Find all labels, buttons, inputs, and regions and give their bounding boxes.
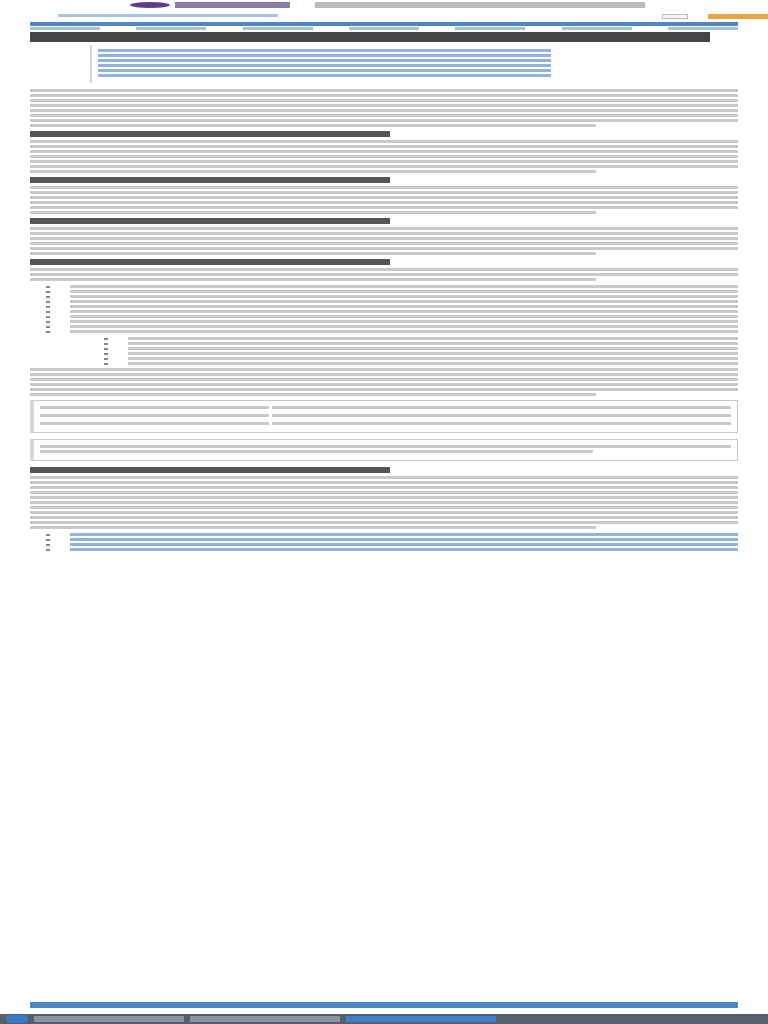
paragraph-line <box>30 227 738 230</box>
paragraph-line <box>30 201 738 204</box>
table-cell <box>272 422 731 425</box>
nested-list <box>104 337 738 365</box>
paragraph-line <box>30 145 738 148</box>
closing-list <box>46 533 738 551</box>
bullet-icon <box>46 326 50 328</box>
list-item-text <box>70 300 738 303</box>
paragraph-line <box>30 511 738 514</box>
bullet-icon <box>104 358 108 360</box>
contents-link[interactable] <box>98 69 551 72</box>
paragraph-line <box>30 378 738 381</box>
list-item-text <box>128 347 738 350</box>
section-paragraph <box>30 268 738 281</box>
paragraph-line <box>30 496 738 499</box>
list-item <box>46 290 738 293</box>
contents-link[interactable] <box>98 74 551 77</box>
paragraph-line <box>30 247 738 250</box>
table-cell <box>40 422 269 425</box>
paragraph-line <box>30 104 738 107</box>
contents-link[interactable] <box>98 64 551 67</box>
paragraph-line <box>30 191 738 194</box>
search-input[interactable] <box>662 14 688 19</box>
list-item <box>104 337 738 340</box>
bullet-icon <box>46 311 50 313</box>
section-heading <box>30 467 390 473</box>
bullet-icon <box>46 306 50 308</box>
bullet-icon <box>104 338 108 340</box>
list-item <box>104 357 738 360</box>
list-item <box>104 347 738 350</box>
list-item <box>46 310 738 313</box>
paragraph-line <box>30 273 738 276</box>
list-item <box>46 320 738 323</box>
list-item-text <box>70 290 738 293</box>
table-cell <box>272 406 731 409</box>
paragraph-line <box>30 186 738 189</box>
bullet-icon <box>46 296 50 298</box>
site-title <box>315 2 645 8</box>
bullet-icon <box>46 301 50 303</box>
list-item <box>46 315 738 318</box>
list-item-text <box>70 543 738 546</box>
bullet-icon <box>104 348 108 350</box>
nav-link[interactable] <box>243 27 313 30</box>
paragraph-line <box>30 114 738 117</box>
closing-paragraph <box>30 476 738 529</box>
list-item <box>46 285 738 288</box>
list-item-text <box>128 357 738 360</box>
section-paragraph <box>30 140 738 173</box>
list-item-text <box>128 362 738 365</box>
paragraph-line <box>30 388 738 391</box>
taskbar-item[interactable] <box>34 1016 184 1022</box>
paragraph-line <box>30 476 738 479</box>
footer-bar <box>30 1002 738 1008</box>
bullet-icon <box>104 343 108 345</box>
list-item <box>46 548 738 551</box>
taskbar-item[interactable] <box>346 1016 496 1022</box>
section-heading <box>30 131 390 137</box>
paragraph-line <box>30 94 738 97</box>
section-paragraph <box>30 186 738 214</box>
nav-link[interactable] <box>30 27 100 30</box>
paragraph-line <box>30 232 738 235</box>
header-button[interactable] <box>708 14 768 19</box>
paragraph-line <box>30 99 738 102</box>
paragraph-line <box>30 89 738 92</box>
section-paragraph <box>30 227 738 255</box>
paragraph-line <box>30 383 738 386</box>
post-list-paragraph <box>30 368 738 396</box>
paragraph-line <box>30 155 738 158</box>
list-item-text <box>70 320 738 323</box>
paragraph-line <box>30 516 738 519</box>
bullet-icon <box>46 321 50 323</box>
list-item-text <box>70 315 738 318</box>
table-cell <box>272 414 731 417</box>
table-cell <box>40 406 269 409</box>
note-line <box>40 445 731 448</box>
paragraph-line <box>30 368 738 371</box>
table-cell <box>40 414 269 417</box>
paragraph-line <box>30 237 738 240</box>
bullet-icon <box>46 291 50 293</box>
bullet-icon <box>46 539 50 541</box>
list-item-text <box>70 533 738 536</box>
logo-text <box>175 2 290 8</box>
list-item <box>46 325 738 328</box>
section-heading <box>30 218 390 224</box>
list-item <box>104 342 738 345</box>
site-logo[interactable] <box>130 0 290 10</box>
taskbar <box>0 1014 768 1024</box>
info-box <box>30 400 738 433</box>
contents-link[interactable] <box>98 54 551 57</box>
nav-links <box>30 27 738 31</box>
paragraph-line <box>30 278 596 281</box>
list-item-text <box>70 310 738 313</box>
list-item <box>46 543 738 546</box>
list-item-text <box>70 538 738 541</box>
nav-link[interactable] <box>562 27 632 30</box>
paragraph-line <box>30 124 596 127</box>
paragraph-line <box>30 506 738 509</box>
paragraph-line <box>30 170 596 173</box>
bullet-icon <box>46 331 50 333</box>
paragraph-line <box>30 242 738 245</box>
page-title <box>30 32 710 42</box>
site-header <box>30 0 738 22</box>
paragraph-line <box>30 165 738 168</box>
list-item-text <box>70 330 738 333</box>
list-item <box>46 305 738 308</box>
paragraph-line <box>30 393 596 396</box>
breadcrumb[interactable] <box>58 14 278 17</box>
contents-box <box>90 45 670 83</box>
section-heading <box>30 259 390 265</box>
bullet-icon <box>104 353 108 355</box>
info-table <box>40 406 731 427</box>
paragraph-line <box>30 150 738 153</box>
paragraph-line <box>30 481 738 484</box>
contents-link[interactable] <box>98 59 551 62</box>
paragraph-line <box>30 206 738 209</box>
article <box>30 32 738 555</box>
bullet-icon <box>46 286 50 288</box>
paragraph-line <box>30 196 738 199</box>
bullet-icon <box>46 549 50 551</box>
note-box <box>30 439 738 461</box>
bullet-list <box>46 285 738 333</box>
logo-icon <box>130 2 170 8</box>
list-item <box>46 330 738 333</box>
paragraph-line <box>30 501 738 504</box>
list-item-text <box>70 305 738 308</box>
paragraph-line <box>30 486 738 489</box>
nav-bar <box>30 22 738 26</box>
list-item-text <box>70 285 738 288</box>
nav-link[interactable] <box>668 27 738 30</box>
paragraph-line <box>30 109 738 112</box>
list-item-text <box>128 342 738 345</box>
contents-link[interactable] <box>98 49 551 52</box>
list-item <box>46 538 738 541</box>
intro-paragraph <box>30 89 738 127</box>
list-item <box>46 300 738 303</box>
bullet-icon <box>46 544 50 546</box>
paragraph-line <box>30 211 596 214</box>
taskbar-item[interactable] <box>190 1016 340 1022</box>
list-item <box>46 533 738 536</box>
paragraph-line <box>30 140 738 143</box>
list-item-text <box>70 325 738 328</box>
bullet-icon <box>46 316 50 318</box>
paragraph-line <box>30 373 738 376</box>
bullet-icon <box>104 363 108 365</box>
list-item-text <box>70 548 738 551</box>
paragraph-line <box>30 252 596 255</box>
list-item <box>46 295 738 298</box>
nav-link[interactable] <box>136 27 206 30</box>
nav-link[interactable] <box>455 27 525 30</box>
list-item <box>104 352 738 355</box>
list-item <box>104 362 738 365</box>
paragraph-line <box>30 526 596 529</box>
paragraph-line <box>30 491 738 494</box>
paragraph-line <box>30 268 738 271</box>
paragraph-line <box>30 119 738 122</box>
nav-link[interactable] <box>349 27 419 30</box>
article-sections <box>30 131 738 281</box>
list-item-text <box>128 337 738 340</box>
list-item-text <box>128 352 738 355</box>
bullet-icon <box>46 534 50 536</box>
section-heading <box>30 177 390 183</box>
paragraph-line <box>30 521 738 524</box>
start-button-icon[interactable] <box>6 1015 28 1023</box>
note-line <box>40 450 593 453</box>
list-item-text <box>70 295 738 298</box>
paragraph-line <box>30 160 738 163</box>
